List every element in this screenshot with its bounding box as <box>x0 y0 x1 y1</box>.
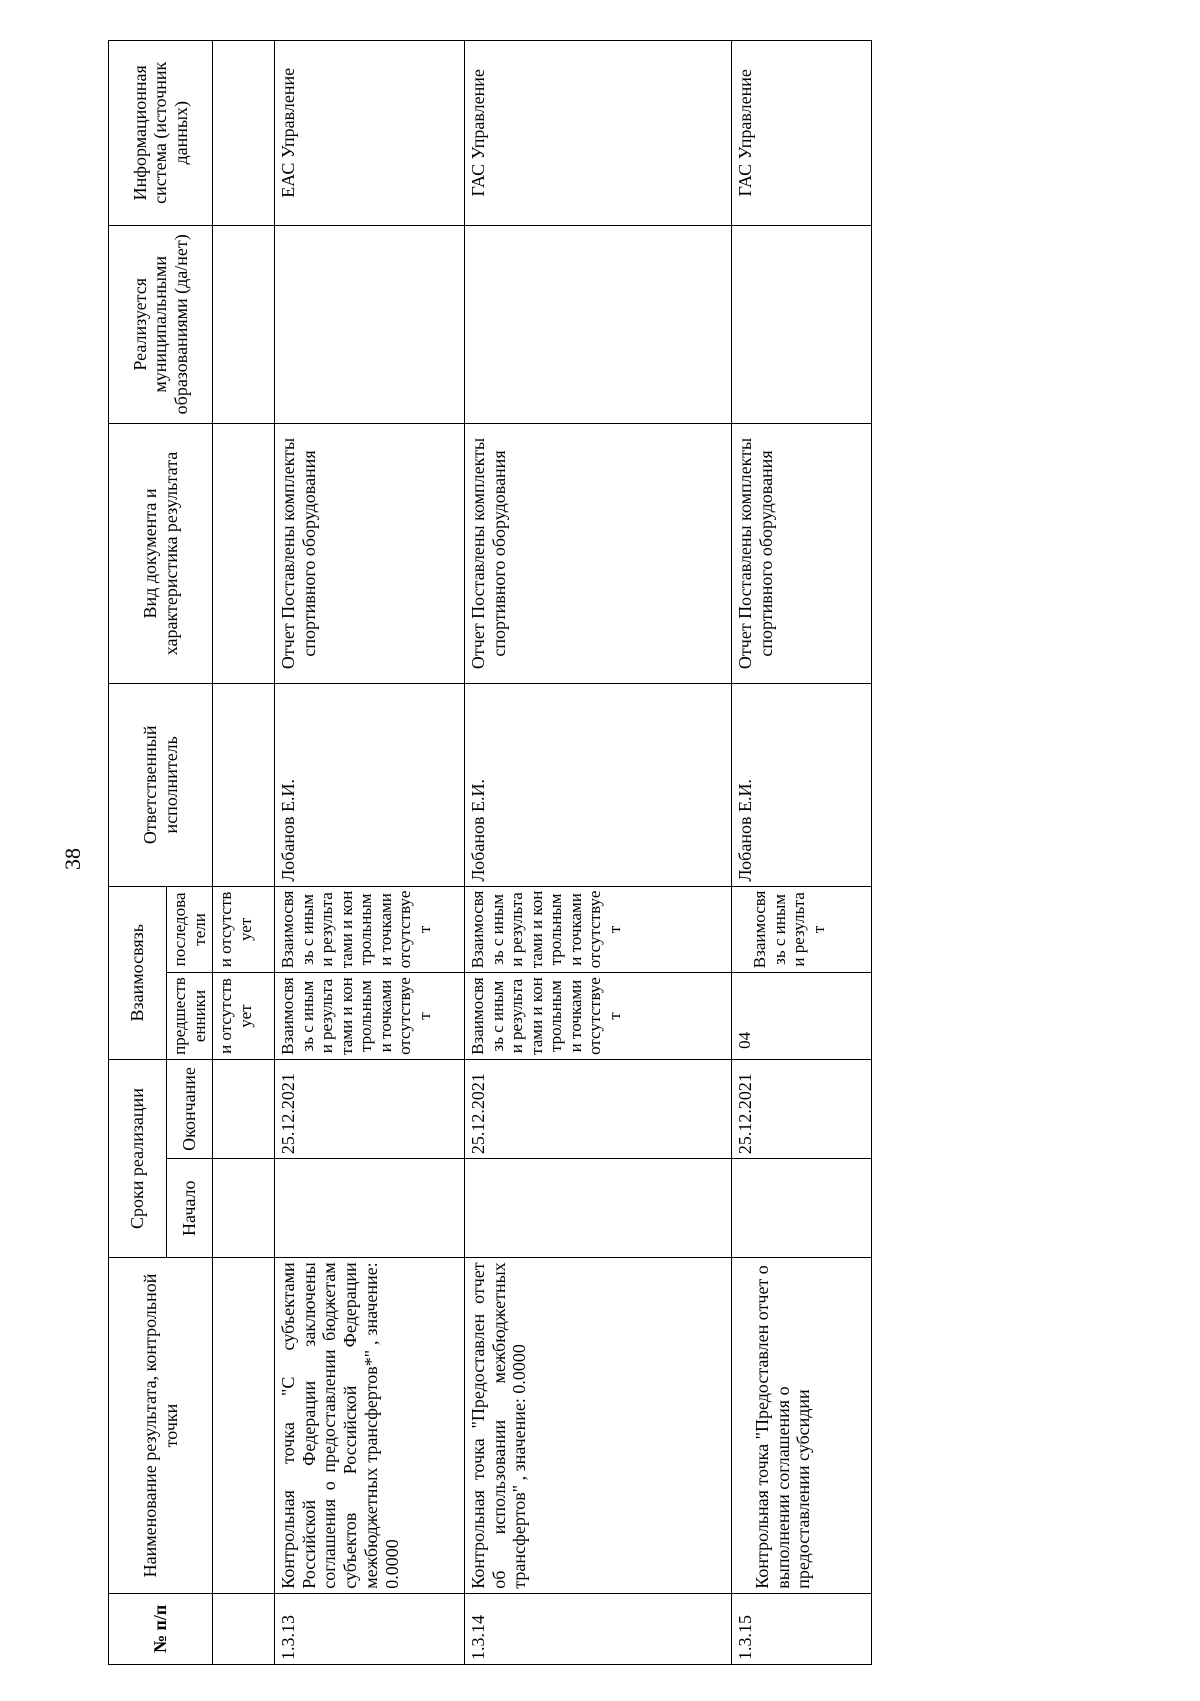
header-document: Вид документа и характеристика результата <box>109 424 213 684</box>
table-row <box>732 41 872 1665</box>
header-relation: Взаимосвязь <box>109 886 167 1059</box>
cell-num: 1.3.13 <box>275 1593 465 1664</box>
header-end: Окончание <box>167 1059 213 1158</box>
header-responsible: Ответственный исполнитель <box>109 683 213 886</box>
cell-pred: Взаимосвязь с иными результатами и контрольными точками отсутствует <box>275 973 465 1060</box>
cell-name: Контрольная точка "Предоставлен отчет о выполнении соглашения о предоставлении субсидии <box>732 1258 872 1593</box>
cell-resp: Лобанов Е.И. <box>465 683 732 886</box>
cell-num <box>213 1593 275 1664</box>
cell-name <box>213 1258 275 1593</box>
cell-name: Контрольная точка "С субъектами Российской Федерации заключены соглашения о предоставлении бюджетам субъектов Российской Федерации межбюджетных трансфертов*" , значение: 0.0000 <box>275 1258 465 1593</box>
cell-num: 1.3.14 <box>465 1593 732 1664</box>
cell-resp: Лобанов Е.И. <box>732 683 872 886</box>
cell-info: ГАС Управление <box>465 41 732 226</box>
rotated-page <box>108 40 1163 1665</box>
header-name: Наименование результата, контрольной точки <box>109 1258 213 1593</box>
table-row <box>465 41 732 1665</box>
cell-end: 25.12.2021 <box>275 1059 465 1158</box>
cell-start <box>732 1159 872 1258</box>
cell-end <box>213 1059 275 1158</box>
cell-succ: и отсутствует <box>213 886 275 973</box>
cell-start <box>275 1159 465 1258</box>
cell-resp <box>213 683 275 886</box>
cell-succ: Взаимосвязь с иными результатами и контрольными точками отсутствует <box>465 886 732 973</box>
cell-doc <box>213 424 275 684</box>
header-municipal: Реализуется муниципальными образованиями (да/нет) <box>109 225 213 423</box>
cell-info: ЕАС Управление <box>275 41 465 226</box>
table-row <box>275 41 465 1665</box>
cell-start <box>465 1159 732 1258</box>
header-successors: последователи <box>167 886 213 973</box>
header-predecessors: предшественники <box>167 973 213 1060</box>
header-num: № п/п <box>109 1593 213 1664</box>
cell-pred: Взаимосвязь с иными результатами и контрольными точками отсутствует <box>465 973 732 1060</box>
cell-pred: 04 <box>732 973 872 1060</box>
cell-end: 25.12.2021 <box>732 1059 872 1158</box>
cell-info <box>213 41 275 226</box>
cell-succ: Взаимосвязь с иными результатами и контрольными точками отсутствует <box>275 886 465 973</box>
cell-pred: и отсутствует <box>213 973 275 1060</box>
control-points-table <box>108 40 872 1665</box>
cell-name: Контрольная точка "Предоставлен отчет об использовании межбюджетных трансфертов" , значение: 0.0000 <box>465 1258 732 1593</box>
cell-mun <box>213 225 275 423</box>
header-terms: Сроки реализации <box>109 1059 167 1257</box>
cell-succ: Взаимосвязь с иными результат <box>732 886 872 973</box>
cell-doc: Отчет Поставлены комплекты спортивного оборудования <box>275 424 465 684</box>
cell-doc: Отчет Поставлены комплекты спортивного оборудования <box>732 424 872 684</box>
cell-start <box>213 1159 275 1258</box>
cell-num: 1.3.15 <box>732 1593 872 1664</box>
cell-end: 25.12.2021 <box>465 1059 732 1158</box>
cell-mun <box>275 225 465 423</box>
table-row-continuation <box>213 41 275 1665</box>
cell-mun <box>465 225 732 423</box>
cell-doc: Отчет Поставлены комплекты спортивного оборудования <box>465 424 732 684</box>
cell-mun <box>732 225 872 423</box>
cell-resp: Лобанов Е.И. <box>275 683 465 886</box>
header-info-system: Информационная система (источник данных) <box>109 41 213 226</box>
header-start: Начало <box>167 1159 213 1258</box>
cell-info: ГАС Управление <box>732 41 872 226</box>
page-number: 38 <box>60 848 85 870</box>
